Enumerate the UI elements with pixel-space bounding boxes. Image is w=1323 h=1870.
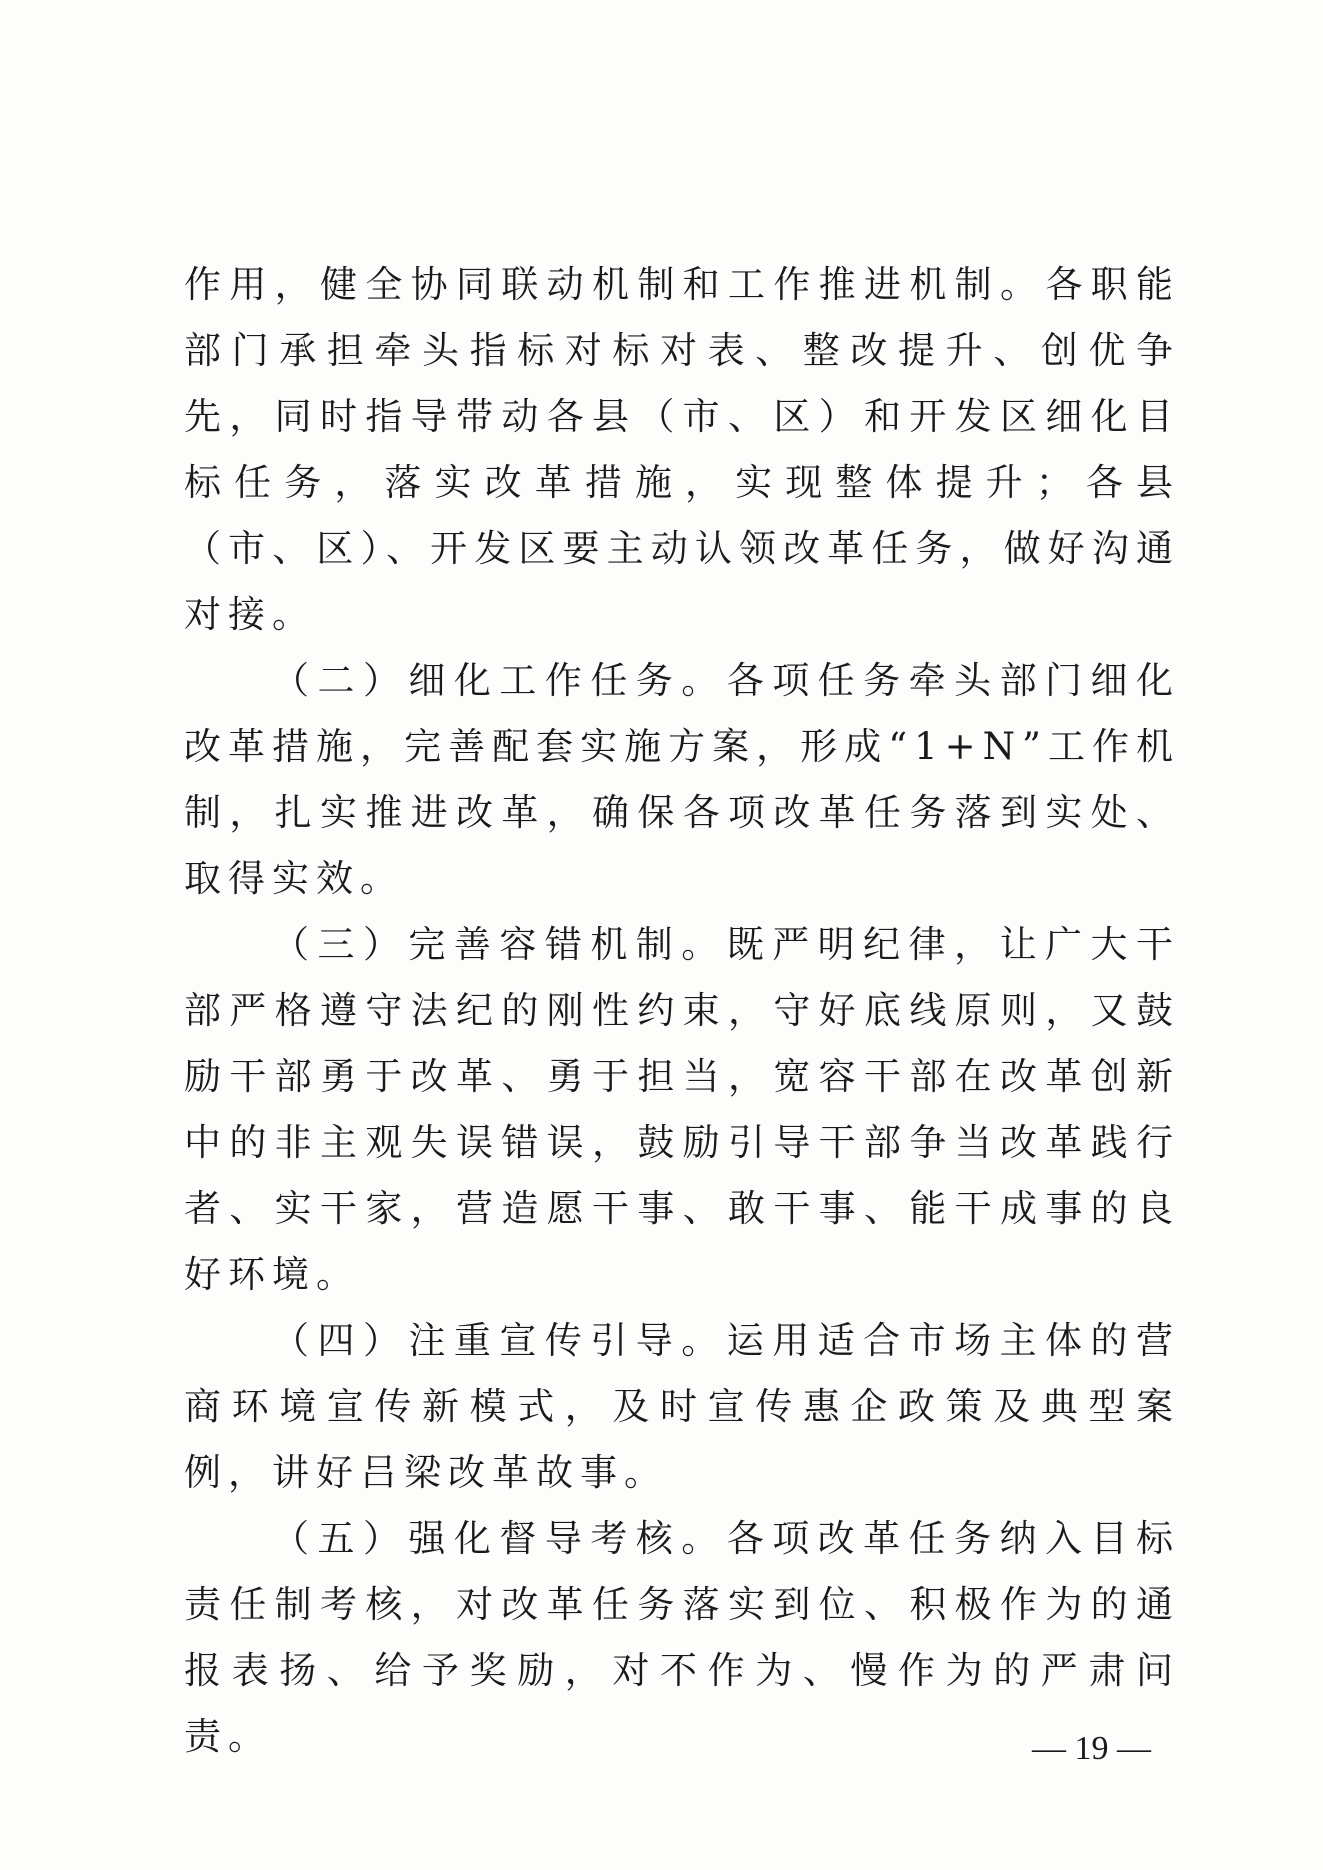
body-text <box>184 252 1180 1770</box>
paragraph-continuation: 作用，健全协同联动机制和工作推进机制。各职能部门承担牵头指标对标对表、整改提升、创优争先，同时指导带动各县（市、区）和开发区细化目标任务，落实改革措施，实现整体提升；各县（市、区）、开发区要主动认领改革任务，做好沟通对接。 <box>184 263 1180 636</box>
paragraph-section-3: （三）完善容错机制。既严明纪律，让广大干部严格遵守法纪的刚性约束，守好底线原则，又鼓励干部勇于改革、勇于担当，宽容干部在改革创新中的非主观失误错误，鼓励引导干部争当改革践行者、实干家，营造愿干事、敢干事、能干成事的良好环境。 <box>184 923 1180 1296</box>
page-number: — 19 — <box>1032 1730 1151 1767</box>
paragraph-section-4: （四）注重宣传引导。运用适合市场主体的营商环境宣传新模式，及时宣传惠企政策及典型案例，讲好吕梁改革故事。 <box>184 1319 1180 1494</box>
paragraph-section-5: （五）强化督导考核。各项改革任务纳入目标责任制考核，对改革任务落实到位、积极作为的通报表扬、给予奖励，对不作为、慢作为的严肃问责。 <box>184 1517 1180 1758</box>
paragraph-section-2: （二）细化工作任务。各项任务牵头部门细化改革措施，完善配套实施方案，形成“1+N”工作机制，扎实推进改革，确保各项改革任务落到实处、取得实效。 <box>184 659 1180 900</box>
